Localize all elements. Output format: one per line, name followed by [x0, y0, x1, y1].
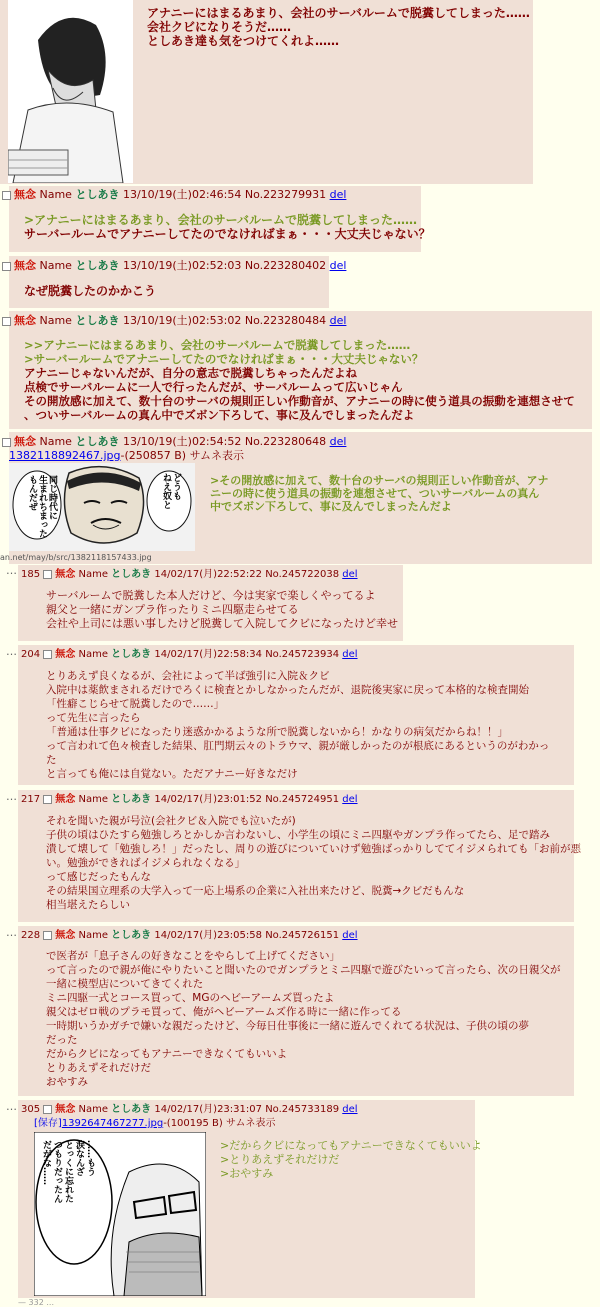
post-number[interactable]: No.223280648 [244, 435, 327, 448]
del-link[interactable]: del [342, 930, 358, 941]
post-number[interactable]: No.223280402 [244, 259, 327, 272]
post-header [21, 793, 358, 807]
poster-name: としあき [111, 569, 152, 580]
quote-line: ニーの時に使う道具の振動を連想させて、ついサーバルームの真ん [210, 487, 540, 500]
quote-line: >おやすみ [220, 1167, 274, 1180]
name-label: Name [39, 314, 72, 327]
poster-name: としあき [111, 649, 152, 660]
body-line: サーバルームで脱糞した本人だけど、今は実家で楽しくやってるよ [46, 589, 376, 602]
body-line: とりあえずそれだけだ [46, 1062, 151, 1074]
delete-checkbox[interactable] [43, 570, 52, 579]
reply-marker: … [6, 564, 17, 577]
file-size: -(250857 B) [120, 449, 187, 462]
quote-line: >その開放感に加えて、数十台のサーバの規則正しい作動音が、アナ [210, 474, 549, 487]
post-body [210, 474, 548, 513]
op-thumbnail[interactable] [8, 0, 133, 183]
delete-checkbox[interactable] [43, 1105, 52, 1114]
body-line: で医者が「息子さんの好きなことをやらして上げてください」 [46, 950, 340, 962]
file-size: -(100195 B) [163, 1118, 223, 1129]
post-subject: 無念 [55, 930, 76, 941]
poster-name: としあき [111, 1104, 152, 1115]
post-datetime: 13/10/19(土)02:52:03 [122, 259, 242, 272]
body-line: って先生に言ったら [46, 712, 141, 724]
reply-marker: … [6, 926, 17, 939]
body-line: 「普通は仕事クビになったり迷惑かかるような所で脱糞しないから！かなりの病気だからね！！」 [46, 726, 508, 738]
post-subject: 無念 [55, 794, 76, 805]
body-line: た [46, 754, 57, 766]
name-label: Name [78, 649, 108, 660]
post-body [24, 338, 575, 422]
file-info [9, 449, 244, 463]
body-line: い。勉強ができればイジメられなくなる」 [46, 857, 246, 869]
body-line: だった [46, 1034, 78, 1046]
delete-checkbox[interactable] [43, 931, 52, 940]
name-label: Name [78, 794, 108, 805]
thumb-caption: an.net/may/b/src/1382118157433.jpg [0, 553, 152, 562]
del-link[interactable]: del [342, 569, 358, 580]
del-link[interactable]: del [329, 314, 347, 327]
body-line: おやすみ [46, 1076, 88, 1088]
quote-line: >アナニーにはまるあまり、会社のサーバルームで脱糞してしまった…… [24, 213, 417, 227]
poster-name: としあき [75, 435, 120, 448]
post-subject: 無念 [14, 435, 36, 448]
post-datetime: 13/10/19(土)02:54:52 [122, 435, 242, 448]
post-index: 185 [21, 569, 41, 580]
post-body [24, 213, 431, 241]
quote-line: 中でズボン下ろして、事に及んでしまったんだよ [210, 500, 452, 513]
name-label: Name [78, 1104, 108, 1115]
body-line: だからクビになってもアナニーできなくてもいいよ [46, 1048, 288, 1060]
post-datetime: 14/02/17(月)23:31:07 [154, 1104, 262, 1115]
op-post [0, 0, 533, 184]
manga-bubble-left: 同じ時代に 生まれちまった もんだぜ [27, 475, 57, 538]
body-line: 潰して壊して「勉強しろ！」だったし、周りの遊びについていけず勉強ばっかりしててイジメられても「お前が悪 [46, 843, 581, 855]
post-body [46, 669, 549, 781]
reply-marker: … [6, 790, 17, 803]
post-index: 204 [21, 649, 41, 660]
post-datetime: 14/02/17(月)22:58:34 [154, 649, 262, 660]
op-body [147, 6, 530, 48]
post-subject: 無念 [14, 314, 36, 327]
post-thumbnail[interactable] [9, 463, 195, 551]
body-line: 親父と一緒にガンプラ作ったりミニ四駆走らせてる [46, 603, 299, 616]
name-label: Name [78, 569, 108, 580]
name-label: Name [39, 435, 72, 448]
body-line: 一緒に模型店についてきてくれた [46, 978, 204, 990]
post-header [21, 648, 358, 662]
post-subject: 無念 [55, 649, 76, 660]
op-line: アナニーにはまるあまり、会社のサーバルームで脱糞してしまった…… [147, 6, 530, 20]
post-body [46, 949, 561, 1089]
footer-partial: — 332 ... [18, 1298, 54, 1307]
del-link[interactable]: del [342, 794, 358, 805]
delete-checkbox[interactable] [43, 650, 52, 659]
post-subject: 無念 [55, 1104, 76, 1115]
delete-checkbox[interactable] [2, 262, 11, 271]
del-link[interactable]: del [342, 1104, 358, 1115]
file-info [34, 1117, 276, 1131]
post-body [46, 814, 581, 912]
post-body [46, 589, 398, 631]
body-line: なぜ脱糞したのかかこう [24, 284, 157, 298]
body-line: ミニ四駆一式とコース買って、MGのヘビーアームズ買ったよ [46, 992, 335, 1004]
del-link[interactable]: del [329, 435, 347, 448]
post-number[interactable]: No.245722038 [265, 569, 340, 580]
post-body [24, 284, 156, 298]
body-line: 子供の頃はひたすら勉強しろとかしか言わないし、小学生の頃にミニ四駆やガンプラ作ってたら、足で踏み [46, 829, 550, 841]
name-label: Name [39, 188, 72, 201]
body-line: それを聞いた親が号泣(会社クビ＆入院でも泣いたが) [46, 815, 296, 827]
del-link[interactable]: del [329, 259, 347, 272]
body-line: と言っても俺には自覚ない。ただアナニー好きなだけ [46, 768, 298, 780]
quote-line: >だからクビになってもアナニーできなくてもいいよ [220, 1139, 482, 1152]
delete-checkbox[interactable] [2, 438, 11, 447]
post-body [220, 1139, 482, 1181]
post-datetime: 14/02/17(月)22:52:22 [154, 569, 262, 580]
post-index: 217 [21, 794, 41, 805]
reply-marker: … [6, 1100, 17, 1113]
poster-name: としあき [75, 314, 120, 327]
post-number[interactable]: No.245723934 [265, 649, 340, 660]
manga-bubble-right: どうも ねえ奴と [161, 473, 181, 509]
post-header [2, 314, 346, 328]
poster-name: としあき [75, 188, 120, 201]
post-number[interactable]: No.245724951 [265, 794, 340, 805]
delete-checkbox[interactable] [2, 317, 11, 326]
post-datetime: 13/10/19(土)02:46:54 [122, 188, 242, 201]
body-line: 会社や上司には悪い事したけど脱糞して入院してクビになったけど幸せ [46, 617, 398, 630]
body-line: 入院中は薬飲まされるだけでろくに検査とかしなかったんだが、退院後実家に戻って本格的な検査開始 [46, 684, 529, 696]
post-number[interactable]: No.245733189 [265, 1104, 340, 1115]
post-header [21, 929, 358, 943]
op-line: 会社クビになりそうだ…… [147, 20, 292, 34]
body-line: 親父はゼロ戦のプラモ買って、俺がヘビーアームズ作る時に一緒に作ってる [46, 1006, 402, 1018]
body-line: その結果国立理系の大学入って一応上場系の企業に入社出来たけど、脱糞→クビだもんな [46, 885, 465, 897]
poster-name: としあき [75, 259, 120, 272]
body-line: 点検でサーバルームに一人で行ったんだが、サーバルームって広いじゃん [24, 380, 403, 394]
body-line: サーバールームでアナニーしてたのでなければまぁ・・・大丈夫じゃない？ [24, 227, 431, 241]
thumb-label[interactable]: サムネ表示 [189, 449, 245, 462]
body-line: アナニーじゃないんだが、自分の意志で脱糞しちゃったんだよね [24, 366, 358, 380]
thumb-label[interactable]: サムネ表示 [226, 1118, 276, 1129]
body-line: って言われて色々検査した結果、肛門期云々のトラウマ、親が厳しかったのが根底にあるというのがわかっ [46, 740, 550, 752]
manga-bubble: ……もう 涙なんざ とっくに忘れた つもりだったん だがな…… [41, 1140, 95, 1203]
post-header [21, 568, 358, 582]
post-index: 228 [21, 930, 41, 941]
op-line: としあき達も気をつけてくれよ…… [147, 34, 340, 48]
quote-line: >>アナニーにはまるあまり、会社のサーバルームで脱糞してしまった…… [24, 338, 411, 352]
body-line: 相当堪えたらしい [46, 899, 130, 911]
post-number[interactable]: No.223279931 [244, 188, 327, 201]
post-header [21, 1103, 358, 1117]
poster-name: としあき [111, 794, 152, 805]
name-label: Name [78, 930, 108, 941]
delete-checkbox[interactable] [2, 191, 11, 200]
post-header [2, 188, 346, 202]
post-number[interactable]: No.223280484 [244, 314, 327, 327]
file-link[interactable]: 1392647467277.jpg [61, 1118, 164, 1129]
post-datetime: 13/10/19(土)02:53:02 [122, 314, 242, 327]
save-link[interactable]: [保存] [34, 1118, 62, 1129]
body-line: とりあえず良くなるが、会社によって半ば強引に入院＆クビ [46, 670, 330, 682]
post-index: 305 [21, 1104, 41, 1115]
post-thumbnail[interactable] [34, 1132, 206, 1296]
file-link[interactable]: 1382118892467.jpg [9, 449, 121, 462]
body-line: って感じだったもんな [46, 871, 151, 883]
post-header [2, 435, 346, 449]
body-line: 一時期いうかガチで嫌いな親だったけど、今毎日仕事後に一緒に遊んでくれてる状況は、子供の頃の夢 [46, 1020, 529, 1032]
reply-marker: … [6, 645, 17, 658]
post-subject: 無念 [14, 259, 36, 272]
body-line: って言ったので親が俺にやりたいこと聞いたのでガンプラとミニ四駆で遊びたいって言ったら、次の日親父が [46, 964, 561, 976]
body-line: その開放感に加えて、数十台のサーバの規則正しい作動音が、アナニーの時に使う道具の振動を連想させて [24, 394, 575, 408]
del-link[interactable]: del [329, 188, 347, 201]
body-line: 、ついサーバルームの真ん中でズボン下ろして、事に及んでしまったんだよ [24, 408, 415, 422]
quote-line: >とりあえずそれだけだ [220, 1153, 340, 1166]
post-subject: 無念 [55, 569, 76, 580]
body-line: 「性癖こじらせて脱糞したので……」 [46, 698, 225, 710]
delete-checkbox[interactable] [43, 795, 52, 804]
post-datetime: 14/02/17(月)23:01:52 [154, 794, 262, 805]
del-link[interactable]: del [342, 649, 358, 660]
name-label: Name [39, 259, 72, 272]
post-header [2, 259, 346, 273]
post-datetime: 14/02/17(月)23:05:58 [154, 930, 262, 941]
quote-line: >サーバールームでアナニーしてたのでなければまぁ・・・大丈夫じゃない？ [24, 352, 424, 366]
poster-name: としあき [111, 930, 152, 941]
post-subject: 無念 [14, 188, 36, 201]
post-number[interactable]: No.245726151 [265, 930, 340, 941]
